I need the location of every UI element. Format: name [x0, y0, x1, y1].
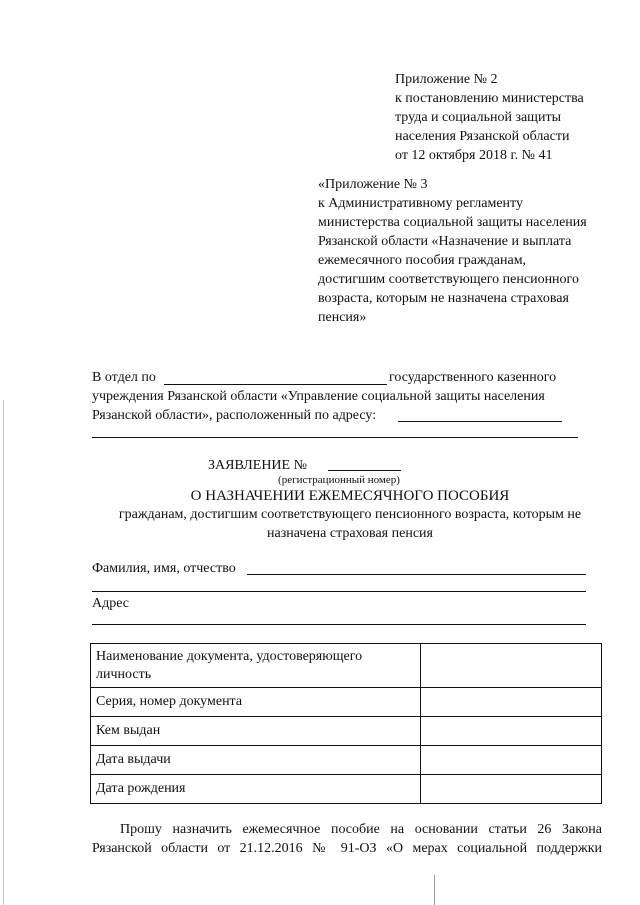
table-cell-value[interactable]	[421, 688, 602, 717]
request-line1: Прошу назначить ежемесячное пособие на основании статьи 26 Закона	[120, 822, 602, 837]
table-row	[91, 644, 602, 688]
registration-note: (регистрационный номер)	[278, 474, 400, 486]
addressee-line1-suffix: государственного казенного	[389, 370, 557, 385]
department-blank-line[interactable]	[164, 384, 387, 385]
appendix-2-line: населения Рязанской области	[395, 129, 570, 144]
address-label: Адрес	[92, 596, 130, 611]
statement-label: ЗАЯВЛЕНИЕ №	[208, 458, 307, 473]
table-cell-value[interactable]	[421, 746, 602, 775]
appendix-3-line: достигшим соответствующего пенсионного	[318, 272, 579, 287]
addressee-line2: учреждения Рязанской области «Управление социальной защиты населения	[92, 389, 545, 404]
table-row	[91, 688, 602, 717]
appendix-3-line: министерства социальной защиты населения	[318, 215, 587, 230]
address-blank-line-2[interactable]	[92, 437, 578, 438]
table-cell-value[interactable]	[421, 775, 602, 804]
table-cell-value[interactable]	[421, 644, 602, 688]
table-cell-label: Серия, номер документа	[91, 688, 421, 717]
full-name-field[interactable]	[247, 574, 586, 575]
appendix-3-header	[318, 175, 587, 327]
table-cell-label: Кем выдан	[91, 717, 421, 746]
addressee-line3: Рязанской области», расположенный по адресу:	[92, 408, 377, 423]
full-name-field-line-2[interactable]	[92, 591, 586, 592]
scan-artifact-line	[434, 875, 435, 905]
address-blank-line[interactable]	[398, 421, 562, 422]
addressee-line1-prefix: В отдел по	[92, 370, 156, 385]
appendix-2-line: к постановлению министерства	[395, 91, 584, 106]
appendix-3-line: ежемесячного пособия гражданам,	[318, 253, 527, 268]
table-cell-label: Дата рождения	[91, 775, 421, 804]
statement-title: О НАЗНАЧЕНИИ ЕЖЕМЕСЯЧНОГО ПОСОБИЯ	[190, 488, 510, 504]
appendix-2-line: от 12 октября 2018 г. № 41	[395, 148, 553, 163]
appendix-2-line: Приложение № 2	[395, 72, 498, 87]
scan-edge-line	[3, 400, 4, 905]
table-cell-label: Наименование документа, удостоверяющего личность	[91, 644, 421, 688]
table-row	[91, 717, 602, 746]
appendix-3-line: возраста, которым не назначена страховая	[318, 291, 569, 306]
table-cell-value[interactable]	[421, 717, 602, 746]
appendix-3-line: «Приложение № 3	[318, 177, 428, 192]
statement-subtitle-line1: гражданам, достигшим соответствующего пенсионного возраста, которым не	[118, 507, 582, 522]
table-cell-label: Дата выдачи	[91, 746, 421, 775]
table-row	[91, 746, 602, 775]
appendix-2-line: труда и социальной защиты	[395, 110, 561, 125]
statement-subtitle-line2: назначена страховая пенсия	[267, 526, 433, 541]
registration-number-blank[interactable]	[328, 470, 401, 471]
appendix-3-line: Рязанской области «Назначение и выплата	[318, 234, 572, 249]
appendix-3-line: пенсия»	[318, 310, 367, 325]
appendix-3-line: к Административному регламенту	[318, 196, 523, 211]
address-field[interactable]	[92, 624, 586, 625]
table-row	[91, 775, 602, 804]
appendix-2-header	[395, 70, 584, 165]
request-line2: Рязанской области от 21.12.2016 № 91-ОЗ «О мерах социальной поддержки	[92, 841, 602, 856]
full-name-label: Фамилия, имя, отчество	[92, 561, 236, 576]
identity-document-table	[90, 643, 602, 804]
